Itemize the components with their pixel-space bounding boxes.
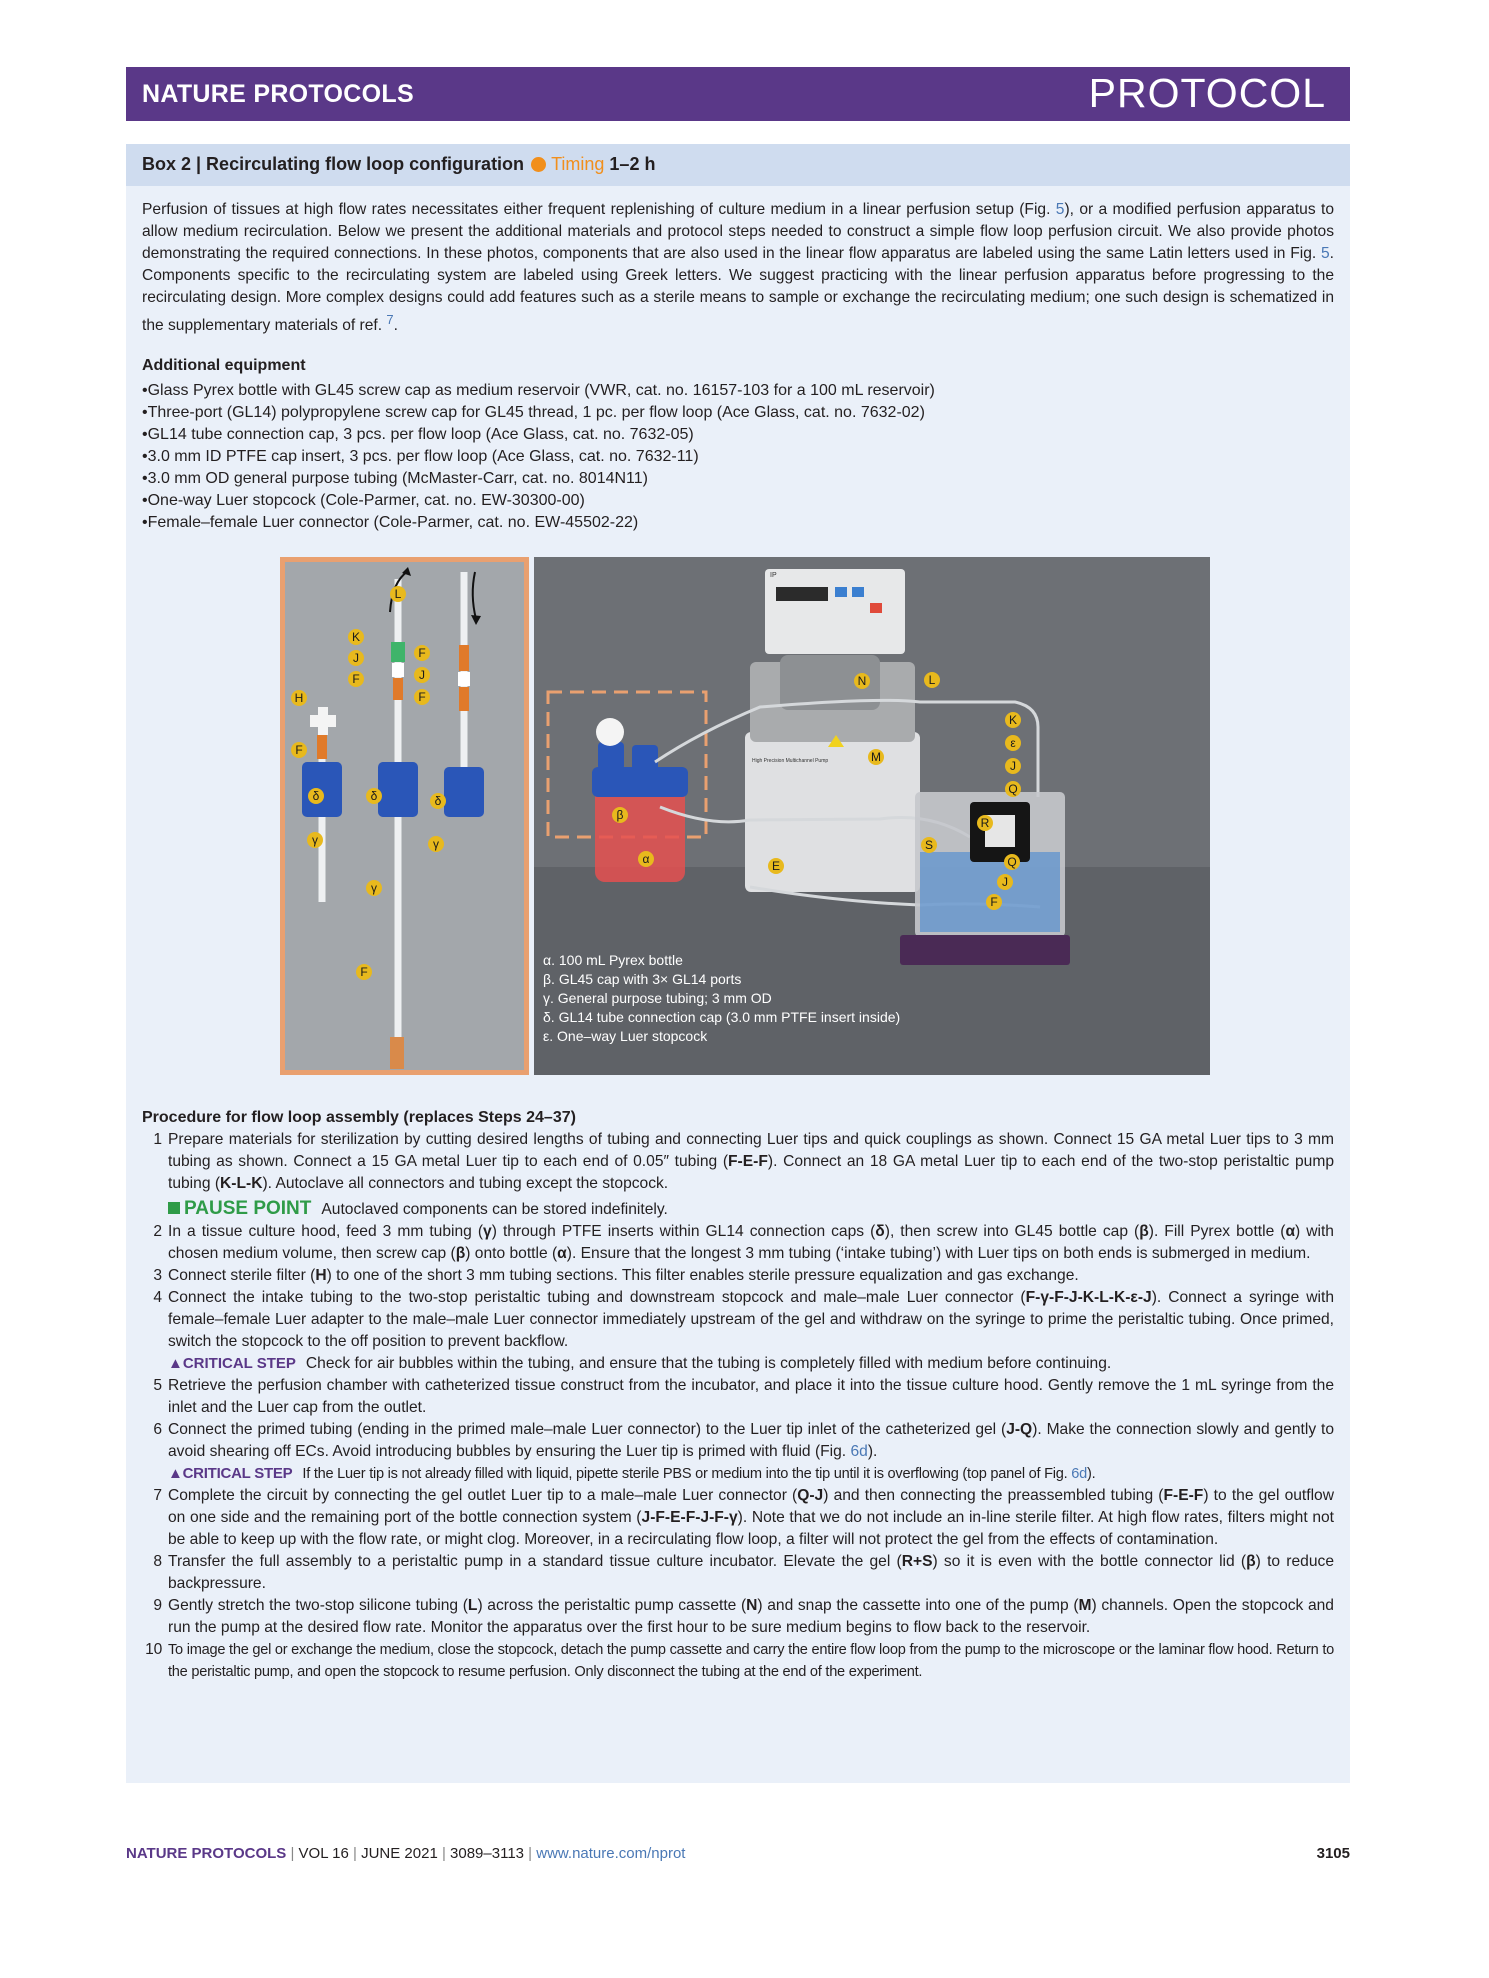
step-1 [126, 1129, 1350, 1195]
fig-label-gamma: γ [371, 881, 377, 895]
step-3 [126, 1265, 1350, 1287]
step-7 [126, 1485, 1350, 1551]
fig-label-beta: β [616, 808, 624, 822]
equipment-item: • 3.0 mm OD general purpose tubing (McMaster-Carr, cat. no. 8014N11) [142, 468, 1334, 490]
page-footer: NATURE PROTOCOLS | VOL 16 | JUNE 2021 | 3089–3113 | www.nature.com/nprot [126, 1845, 686, 1862]
fig-label-n: N [857, 674, 867, 688]
step-text: ), then screw into GL45 bottle cap ( [884, 1223, 1140, 1240]
page-number: 3105 [1316, 1845, 1350, 1862]
connection-cap [378, 762, 418, 817]
pause-square-icon [168, 1202, 180, 1214]
critical-label: ▲CRITICAL STEP [168, 1355, 296, 1372]
intro-paragraph [142, 199, 1334, 337]
step-8 [126, 1551, 1350, 1595]
step-text: ) through PTFE inserts within GL14 connection caps ( [491, 1223, 876, 1240]
legend-gamma: γ. General purpose tubing; 3 mm OD [543, 990, 772, 1006]
footer-date: JUNE 2021 [361, 1845, 438, 1862]
step-2 [126, 1221, 1350, 1265]
step-code: F-E-F [1163, 1487, 1204, 1504]
step-number: 6 [153, 1421, 162, 1438]
fig-label-q: Q [1007, 855, 1017, 869]
equipment-item: • Female–female Luer connector (Cole-Parmer, cat. no. EW-45502-22) [142, 512, 1334, 534]
pause-text: Autoclaved components can be stored indefinitely. [321, 1201, 668, 1218]
luer-connector-j [392, 663, 404, 677]
step-text: Prepare materials for sterilization by cutting desired lengths of tubing and connecting Luer tips and quick couplings as shown. Connect 15 GA metal Luer tips to 3 mm tubing as shown. Connect a 15 GA metal Luer tip to each end of 0.05″ tubing ( [168, 1131, 1334, 1170]
luer-connector-j2 [458, 672, 470, 686]
fig-label-epsilon: ε [1010, 736, 1016, 750]
step-text: ). Make the connection slowly and gently to avoid shearing off ECs. Avoid introducing bubbles by ensuring the Luer tip is primed with fluid (Fig. [168, 1421, 1334, 1460]
step-text: ) and then connecting the preassembled tubing ( [823, 1487, 1164, 1504]
box-title [142, 154, 655, 175]
connection-cap [444, 767, 484, 817]
fig-label-gamma: γ [312, 833, 318, 847]
fig-label-j: J [1010, 759, 1016, 773]
fig-label-delta: δ [312, 789, 320, 803]
luer-tip-f [393, 678, 403, 700]
legend-alpha: α. 100 mL Pyrex bottle [543, 952, 683, 968]
flow-loop-figure [280, 557, 1210, 1075]
legend-delta: δ. GL14 tube connection cap (3.0 mm PTFE insert inside) [543, 1009, 901, 1025]
fig-label-f: F [418, 646, 426, 660]
step-text: ) to reduce backpressure. [168, 1553, 1334, 1592]
box-2 [126, 144, 1350, 1783]
step-number: 2 [153, 1223, 162, 1240]
step-6 [126, 1419, 1350, 1463]
procedure-heading: Procedure for flow loop assembly (replaces Steps 24–37) [142, 1109, 576, 1126]
step-text: ) with chosen medium volume, then screw cap ( [168, 1223, 1334, 1262]
step-text: In a tissue culture hood, feed 3 mm tubing ( [168, 1223, 484, 1240]
timing-value: 1–2 h [609, 154, 656, 174]
fig-link-5a[interactable]: 5 [1055, 201, 1065, 218]
step-code: R+S [901, 1553, 933, 1570]
procedure [126, 1107, 1350, 1683]
step-text: ) to one of the short 3 mm tubing sections. This filter enables sterile pressure equalization and gas exchange. [326, 1267, 1079, 1284]
equipment-item: • GL14 tube connection cap, 3 pcs. per flow loop (Ace Glass, cat. no. 7632-05) [142, 424, 1334, 446]
step-code: N [746, 1597, 758, 1614]
pump-key [870, 603, 882, 613]
timing-label: Timing [551, 154, 605, 174]
luer-connector-k [391, 642, 405, 662]
step-text: ) and snap the cassette into one of the pump ( [757, 1597, 1079, 1614]
footer-volume: VOL 16 [298, 1845, 349, 1862]
fig-label-l: L [394, 587, 402, 601]
pump-key [852, 587, 864, 597]
critical-text: ). [1086, 1466, 1096, 1482]
bottle-cap [592, 767, 688, 797]
step-text: ) onto bottle ( [465, 1245, 558, 1262]
sterile-filter-stem [318, 707, 328, 735]
critical-text: If the Luer tip is not already filled with liquid, pipette sterile PBS or medium into the tip until it is overflowing (top panel of Fig. [302, 1466, 1072, 1482]
fig-label-j: J [353, 651, 359, 665]
box-label: Box 2 | Recirculating flow loop configuration [142, 154, 525, 174]
tip-rack [920, 852, 1060, 932]
cap-port [598, 742, 624, 770]
connection-cap [302, 762, 342, 817]
step-code: J-F-E-F-J-F-γ [641, 1509, 738, 1526]
footer-journal: NATURE PROTOCOLS [126, 1845, 287, 1862]
fig-label-q: Q [1008, 782, 1018, 796]
footer-url-link[interactable]: www.nature.com/nprot [536, 1845, 686, 1862]
fig-label-e: E [771, 859, 781, 873]
step-number: 5 [153, 1377, 162, 1394]
pause-point [168, 1198, 1334, 1221]
step-text: Connect sterile filter ( [168, 1267, 316, 1284]
step-code: β [455, 1245, 466, 1262]
pause-label: PAUSE POINT [184, 1198, 312, 1219]
fig-label-k: K [1008, 713, 1018, 727]
critical-step-2 [168, 1463, 1334, 1485]
step-code: α [1285, 1223, 1296, 1240]
step-number: 8 [153, 1553, 162, 1570]
intro-text-4: . [393, 317, 398, 335]
fig-link-5b[interactable]: 5 [1320, 245, 1330, 262]
fig-label-r: R [980, 816, 990, 830]
fig-label-f: F [352, 672, 360, 686]
intro-text-3: . Components specific to the recirculating system are labeled using Greek letters. We suggest practicing with the linear perfusion apparatus before progressing to the recirculating design. More complex designs could add features such as a sterile means to sample or exchange the recirculating medium; one such design is schematized in the supplementary materials of ref. [142, 245, 1334, 335]
step-9 [126, 1595, 1350, 1639]
fig-label-k: K [351, 630, 361, 644]
ref-link-7[interactable]: 7 [386, 312, 394, 327]
step-number: 10 [145, 1641, 162, 1658]
equipment-item: • Three-port (GL14) polypropylene screw cap for GL45 thread, 1 pc. per flow loop (Ace Glass, cat. no. 7632-02) [142, 402, 1334, 424]
critical-label: ▲CRITICAL STEP [168, 1465, 293, 1482]
step-text: ) so it is even with the bottle connector lid ( [932, 1553, 1247, 1570]
equipment-list [142, 380, 1334, 534]
step-4 [126, 1287, 1350, 1353]
step-code: β [1139, 1223, 1149, 1240]
step-text: ) channels. Open the stopcock and run the pump at the desired flow rate. Monitor the apparatus over the first hour to be sure medium begins to flow back to the reservoir. [168, 1597, 1334, 1636]
step-code: F-E-F [728, 1153, 768, 1170]
luer-tip-f3 [459, 687, 469, 711]
footer-pages: 3089–3113 [450, 1845, 524, 1862]
step-code: Q-J [797, 1487, 824, 1504]
journal-header-bar [126, 67, 1350, 121]
equipment-heading: Additional equipment [142, 357, 306, 374]
step-text: Retrieve the perfusion chamber with catheterized tissue construct from the incubator, and place it into the tissue culture hood. Gently remove the 1 mL syringe from the inlet and the Luer cap from the outlet. [168, 1377, 1334, 1416]
pump-control-panel [765, 569, 905, 654]
step-text: Gently stretch the two-stop silicone tubing ( [168, 1597, 468, 1614]
step-text: ). Ensure that the longest 3 mm tubing (‘intake tubing’) with Luer tips on both ends is submerged in medium. [566, 1245, 1311, 1262]
fig-link-6d[interactable]: 6d [1071, 1466, 1087, 1482]
step-code: M [1078, 1597, 1092, 1614]
fig-link-6d[interactable]: 6d [850, 1443, 868, 1460]
fig-label-delta: δ [370, 789, 378, 803]
step-text: ). Fill Pyrex bottle ( [1148, 1223, 1286, 1240]
box-header [126, 144, 1350, 186]
step-code: β [1246, 1553, 1256, 1570]
fig-label-f: F [360, 965, 368, 979]
step-text: ). Note that we do not include an in-line sterile filter. At high flow rates, filters might not be able to keep up with the flow rate, or might clog. Moreover, in a recirculating flow loop, a filter will not protect the gel from the effects of contamination. [168, 1509, 1334, 1548]
fig-label-f: F [990, 895, 998, 909]
step-text: ). Connect an 18 GA metal Luer tip to each end of the two-stop peristaltic pump tubing ( [168, 1153, 1334, 1192]
step-code: δ [875, 1223, 885, 1240]
fig-label-gamma: γ [433, 837, 439, 851]
pump-model: High Precision Multichannel Pump [752, 758, 829, 764]
pump-brand: IP [770, 572, 777, 579]
legend-beta: β. GL45 cap with 3× GL14 ports [543, 971, 742, 987]
fig-label-j: J [1002, 875, 1008, 889]
cap-port [632, 745, 658, 771]
intro-text-1: Perfusion of tissues at high flow rates necessitates either frequent replenishing of culture medium in a linear perfusion setup (Fig. [142, 201, 1056, 218]
step-text: ). Autoclave all connectors and tubing except the stopcock. [262, 1175, 669, 1192]
step-code: L [467, 1597, 478, 1614]
fig-label-alpha: α [642, 852, 650, 866]
step-10 [126, 1639, 1350, 1683]
step-text: Connect the primed tubing (ending in the primed male–male Luer connector) to the Luer tip inlet of the catheterized gel ( [168, 1421, 1007, 1438]
intro-text-2: ), or a modified perfusion apparatus to allow medium recirculation. Below we present the additional materials and protocol steps needed to construct a simple flow loop perfusion circuit. We also provide photos demonstrating the required connections. In these photos, components that are also used in the linear flow apparatus are labeled using the same Latin letters used in Fig. [142, 201, 1334, 262]
journal-name: NATURE PROTOCOLS [142, 80, 414, 108]
step-text: ) to the gel outflow on one side and the remaining port of the bottle connection system ( [168, 1487, 1334, 1526]
critical-step-1 [168, 1353, 1334, 1375]
step-number: 4 [153, 1289, 162, 1306]
fig-label-delta: δ [434, 794, 442, 808]
fig-label-j: J [419, 668, 425, 682]
step-number: 1 [153, 1131, 162, 1148]
section-label: PROTOCOL [1088, 70, 1326, 116]
step-code: K-L-K [220, 1175, 263, 1192]
step-code: γ [483, 1223, 492, 1240]
step-text: ). Connect a syringe with female–female Luer adapter to the male–male Luer connector immediately upstream of the gel and withdraw on the syringe to prime the peristaltic tubing. Once primed, switch the stopcock to the off position to prevent backflow. [168, 1289, 1334, 1350]
step-text: To image the gel or exchange the medium, close the stopcock, detach the pump cassette and carry the entire flow loop from the pump to the microscope or the laminar flow hood. Return to the peristaltic pump, and open the stopcock to resume perfusion. Only disconnect the tubing at the end of the experiment. [168, 1642, 1334, 1680]
timing-dot-icon [531, 157, 546, 172]
equipment-item: • 3.0 mm ID PTFE cap insert, 3 pcs. per flow loop (Ace Glass, cat. no. 7632-11) [142, 446, 1334, 468]
fig-label-h: H [294, 691, 304, 705]
fig-label-f: F [295, 743, 303, 757]
luer-tip-f5 [390, 1037, 404, 1069]
sterile-filter-disc [596, 718, 624, 746]
critical-text: Check for air bubbles within the tubing, and ensure that the tubing is completely filled with medium before continuing. [305, 1355, 1112, 1372]
luer-tip-f4 [317, 735, 327, 759]
step-code: J-Q [1006, 1421, 1033, 1438]
step-number: 9 [153, 1597, 162, 1614]
step-code: H [315, 1267, 327, 1284]
legend-epsilon: ε. One–way Luer stopcock [543, 1028, 708, 1044]
pump-key [835, 587, 847, 597]
step-text: ). [867, 1443, 878, 1460]
step-5 [126, 1375, 1350, 1419]
step-code: α [557, 1245, 567, 1262]
luer-tip-f2 [459, 645, 469, 671]
pump-display [776, 587, 828, 601]
elevation-stand [900, 935, 1070, 965]
step-text: Complete the circuit by connecting the gel outlet Luer tip to a male–male Luer connector ( [168, 1487, 798, 1504]
step-text: ) across the peristaltic pump cassette ( [477, 1597, 747, 1614]
step-number: 7 [153, 1487, 162, 1504]
fig-label-s: S [924, 838, 934, 852]
step-code: F-γ-F-J-K-L-K-ε-J [1025, 1289, 1152, 1306]
fig-label-l: L [928, 673, 936, 687]
fig-label-f: F [418, 690, 426, 704]
step-number: 3 [153, 1267, 162, 1284]
equipment-item: • One-way Luer stopcock (Cole-Parmer, cat. no. EW-30300-00) [142, 490, 1334, 512]
equipment-item: • Glass Pyrex bottle with GL45 screw cap as medium reservoir (VWR, cat. no. 16157-103 for a 100 mL reservoir) [142, 380, 1334, 402]
step-text: Connect the intake tubing to the two-stop peristaltic tubing and downstream stopcock and male–male Luer connector ( [168, 1289, 1026, 1306]
fig-label-m: M [871, 750, 881, 764]
step-text: Transfer the full assembly to a peristaltic pump in a standard tissue culture incubator. Elevate the gel ( [168, 1553, 902, 1570]
